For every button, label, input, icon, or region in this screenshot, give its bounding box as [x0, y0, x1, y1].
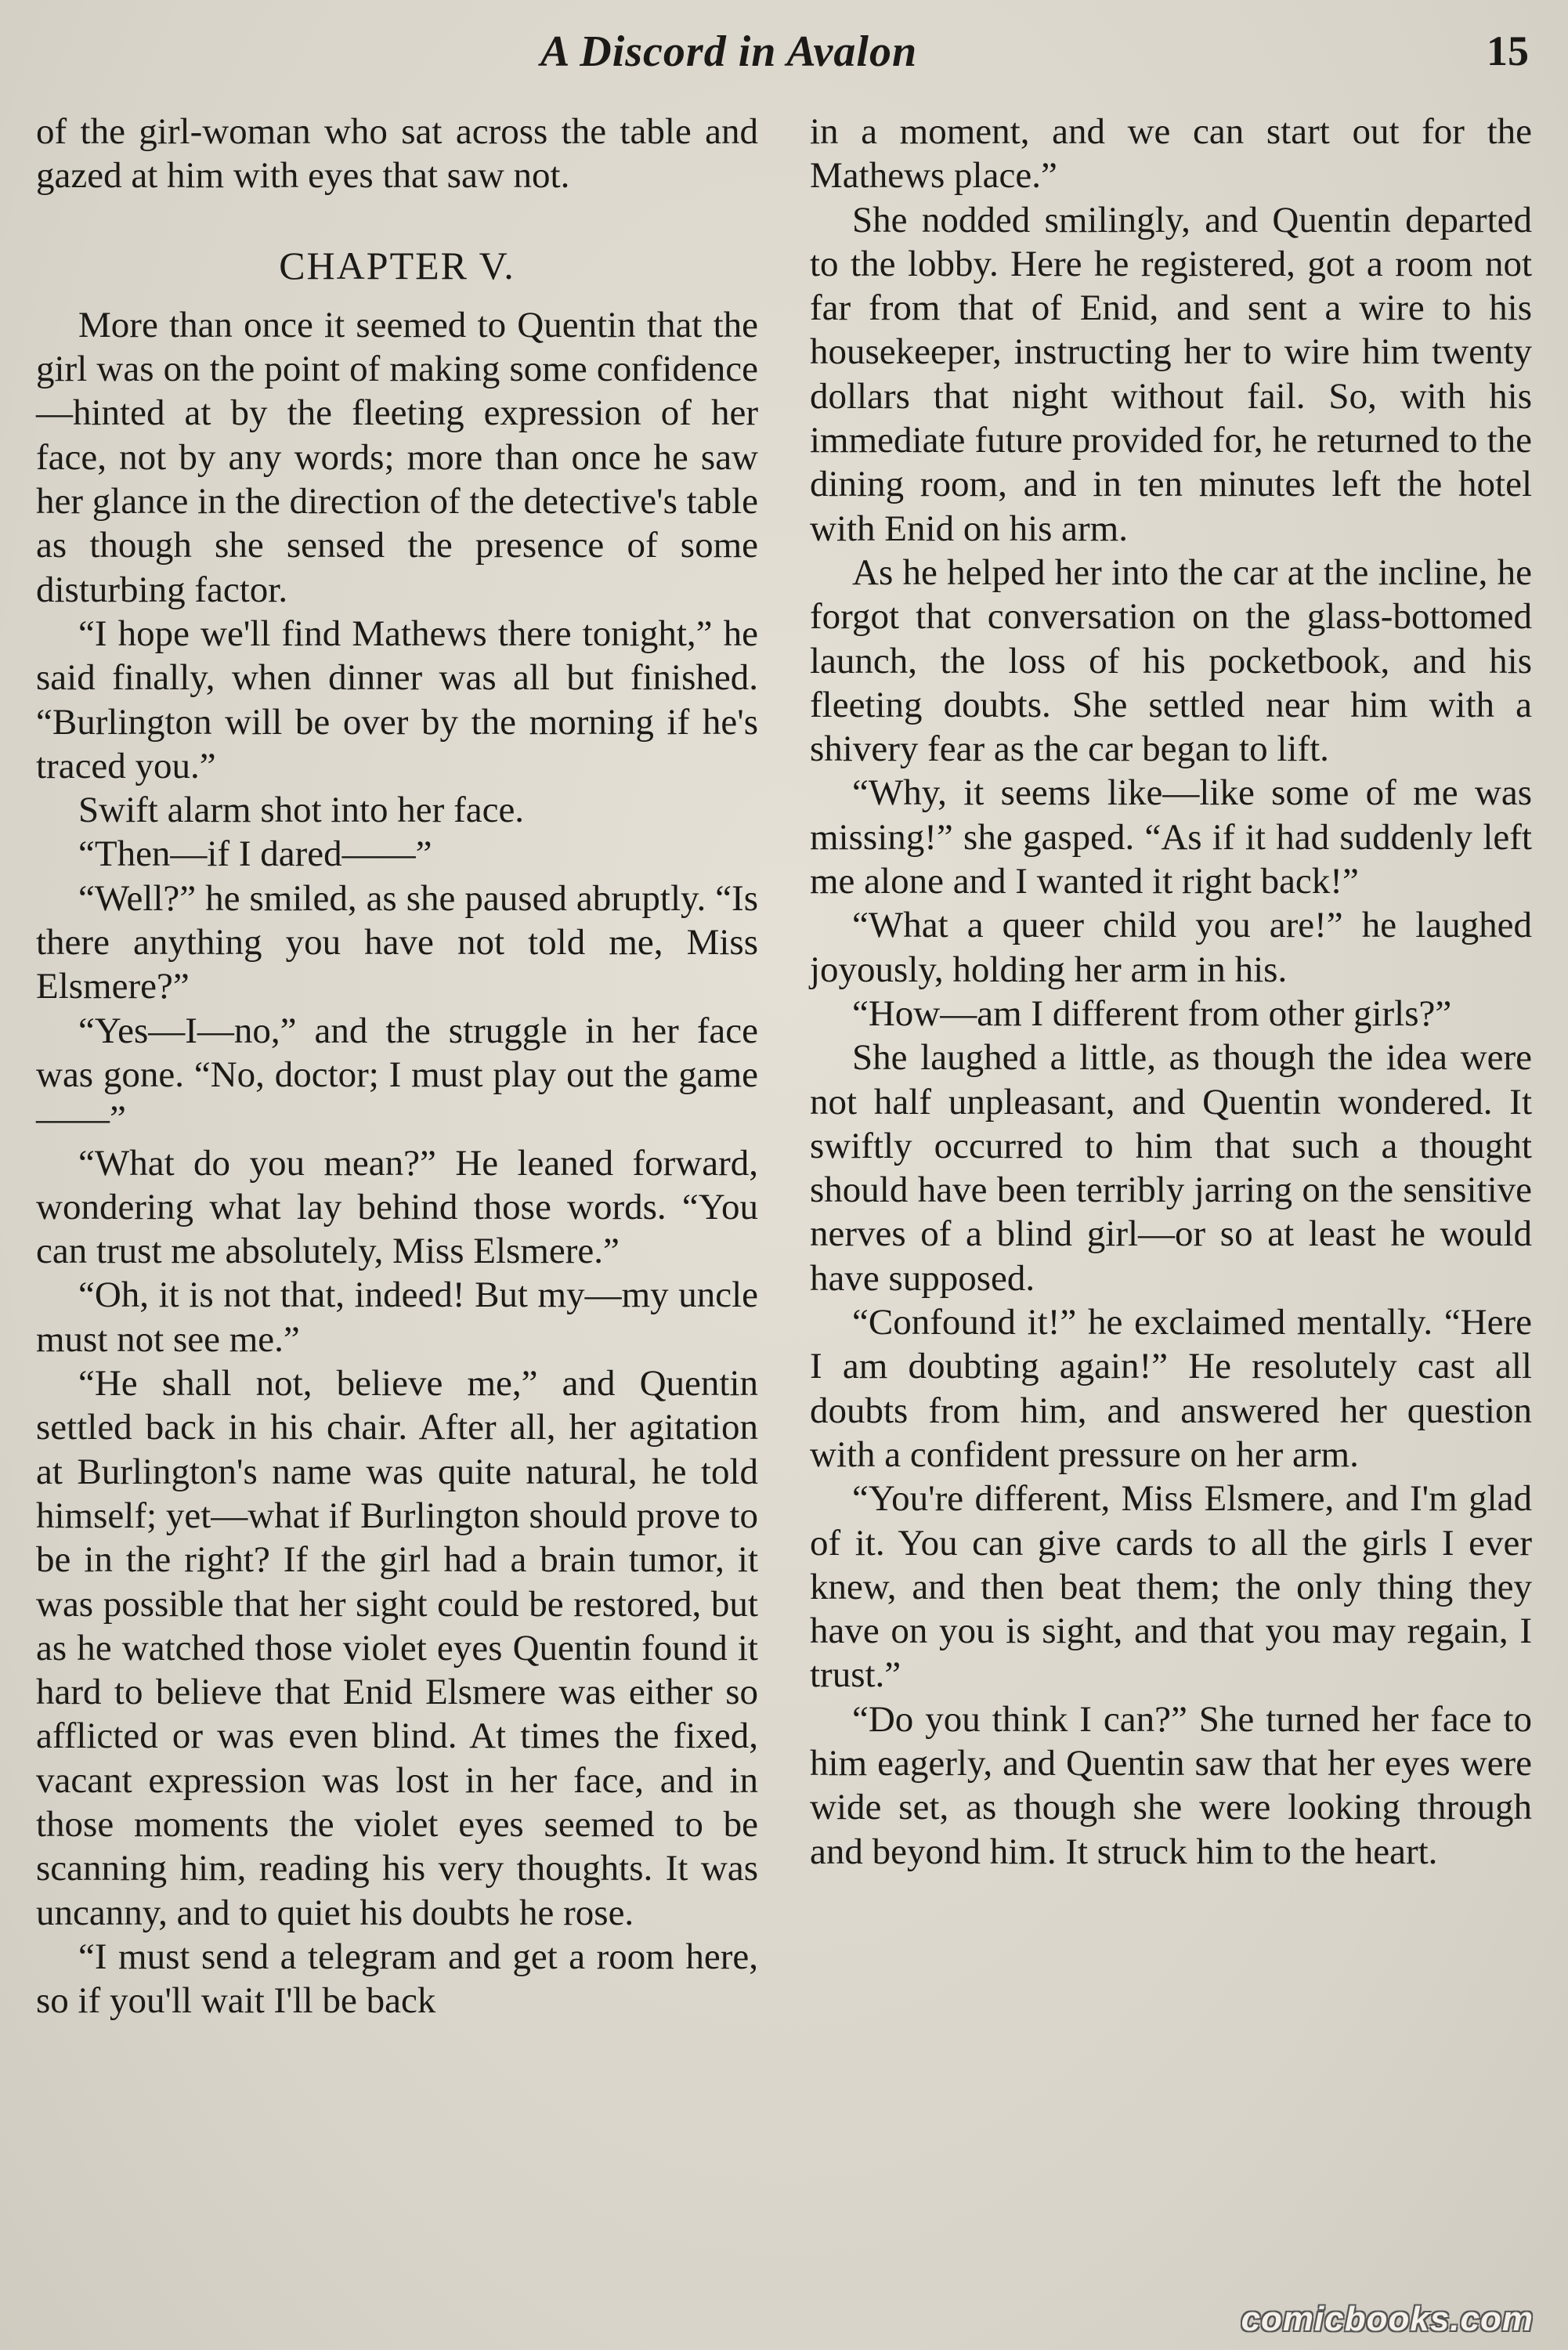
paragraph: “Then—if I dared——” — [78, 833, 432, 875]
paragraph: “How—am I different from other girls?” — [852, 992, 1452, 1034]
paragraph: “What do you mean?” He leaned forward, wondering what lay behind those words. “You can trust me absolutely, Miss Elsmere.” — [36, 1142, 758, 1272]
paragraph: “I must send a telegram and get a room here, so if you'll wait I'll be back — [36, 1936, 758, 2022]
page-header — [0, 20, 1568, 83]
paragraph: “Well?” he smiled, as she paused abruptly. “Is there anything you have not told me, Miss Elsmere?” — [36, 877, 758, 1007]
running-title: A Discord in Avalon — [540, 27, 918, 76]
paragraph: She laughed a little, as though the idea were not half unpleasant, and Quentin wondered. It swiftly occurred to him that such a thought should have been terribly jarring on the sensitive nerves of a blind girl—or so at least he would have supposed. — [810, 1037, 1532, 1299]
paragraph: “He shall not, believe me,” and Quentin settled back in his chair. After all, her agitation at Burlington's name was quite natural, he told himself; yet—what if Burlington should prove to be in the right? If the girl had a brain tumor, it was possible that her sight could be restored, but as he watched those violet eyes Quentin found it hard to believe that Enid Elsmere was either so afflicted or was even blind. At times the fixed, vacant expression was lost in her face, and in those moments the violet eyes seemed to be scanning him, reading his very thoughts. It was uncanny, and to quiet his doubts he rose. — [36, 1363, 758, 1933]
paragraph: “You're different, Miss Elsmere, and I'm glad of it. You can give cards to all the girls I ever knew, and then beat them; the only thing they have on you is sight, and that you may regain, I trust.” — [810, 1478, 1532, 1696]
paragraph: “Yes—I—no,” and the struggle in her face was gone. “No, doctor; I must play out the game——” — [36, 1010, 758, 1140]
paragraph: “Why, it seems like—like some of me was missing!” she gasped. “As if it had suddenly left me alone and I wanted it right back!” — [810, 772, 1532, 902]
paragraph: As he helped her into the car at the incline, he forgot that conversation on the glass-bottomed launch, the loss of his pocketbook, and his fleeting doubts. She settled near him with a shivery fear as the car began to lift. — [810, 551, 1532, 770]
paragraph: “Do you think I can?” She turned her face to him eagerly, and Quentin saw that her eyes were wide set, as though she were looking through and beyond him. It struck him to the heart. — [810, 1698, 1532, 1872]
page-number: 15 — [1487, 27, 1529, 74]
paragraph: “Confound it!” he exclaimed mentally. “Here I am doubting again!” He resolutely cast all doubts from him, and answered her question with a confident pressure on her arm. — [810, 1302, 1532, 1475]
paragraph: More than once it seemed to Quentin that the girl was on the point of making some confidence—hinted at by the fleeting expression of her face, not by any words; more than once he saw her glance in the direction of the detective's table as though she sensed the presence of some disturbing factor. — [36, 304, 758, 610]
paragraph: “I hope we'll find Mathews there tonight,” he said finally, when dinner was all but finished. “Burlington will be over by the morning if he's traced you.” — [36, 613, 758, 786]
watermark: comicbooks.com — [1241, 2300, 1534, 2338]
continued-paragraph: of the girl-woman who sat across the table and gazed at him with eyes that saw not. — [36, 111, 758, 197]
chapter-heading: CHAPTER V. — [279, 243, 515, 287]
continued-paragraph: in a moment, and we can start out for the Mathews place.” — [810, 111, 1532, 197]
paragraph: “Oh, it is not that, indeed! But my—my uncle must not see me.” — [36, 1274, 758, 1360]
paragraph: “What a queer child you are!” he laughed joyously, holding her arm in his. — [810, 905, 1532, 990]
right-column — [810, 110, 1532, 1874]
paragraph: Swift alarm shot into her face. — [78, 790, 525, 831]
paragraph: She nodded smilingly, and Quentin departed to the lobby. Here he registered, got a room not far from that of Enid, and sent a wire to his housekeeper, instructing her to wire him twenty dollars that night without fail. So, with his immediate future provided for, he returned to the dining room, and in ten minutes left the hotel with Enid on his arm. — [810, 199, 1532, 549]
left-column — [36, 110, 758, 2023]
